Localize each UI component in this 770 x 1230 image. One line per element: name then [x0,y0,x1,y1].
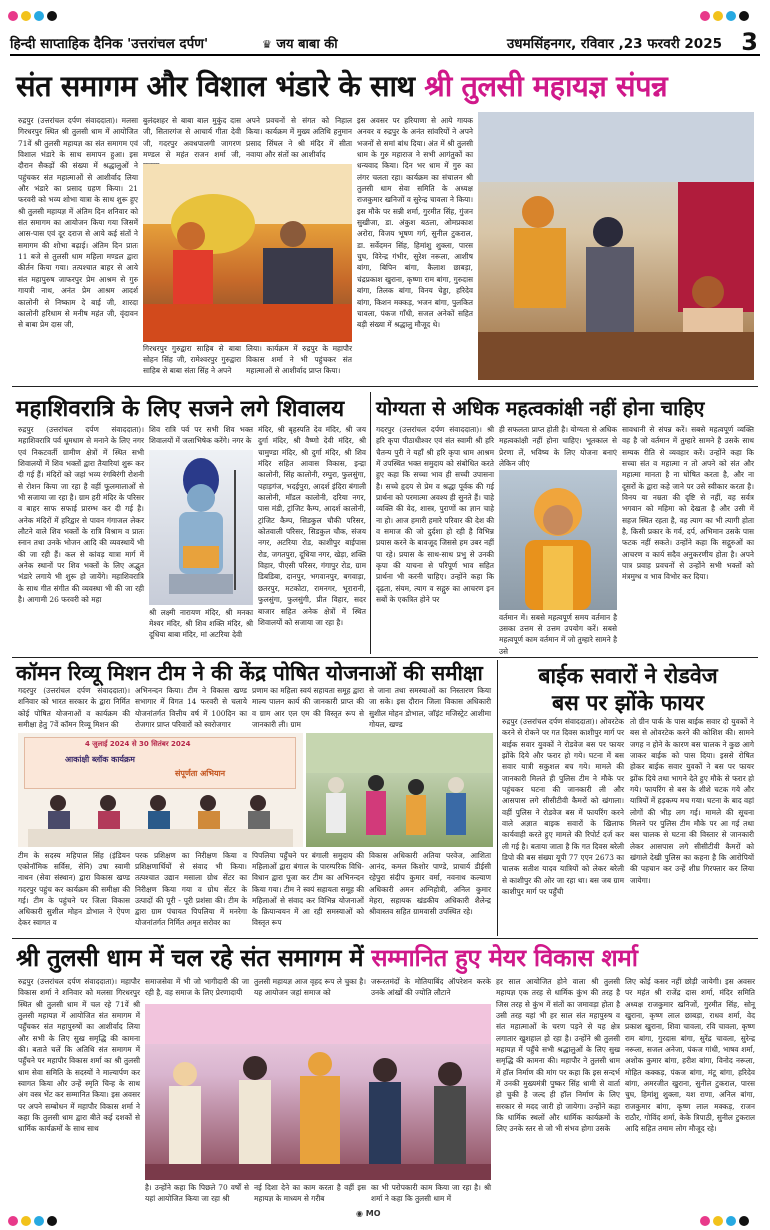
story6-col4-top: जरूरतमंदों के मोतियाबिंद ऑपरेशन करके उनके आंखों की ज्योति लौटाने [371,977,491,998]
story3-col1: गदरपुर (उत्तरांचल दर्पण संवाददाता)। श्री हरि कृपा पीठाधीश्वर एवं संत स्वामी श्री हरि चैतन्य पुरी ने यहाँ श्री हरि कृपा धाम आश्रम में उपस्थित भक्त समुदाय को संबोधित करते हुए कहा कि सच्चा भाव ही सच्ची उपासना है। सच्चे हृदय से प्रेम व श्रद्धा पूर्वक की गई प्रार्थना को परमात्मा अवश्य ही सुनते हैं। चाहे व्यक्ति की वेद, शास्त्र, पुराणों का ज्ञान चाहे ना हो। आज हमारी हमारे परिवार की देश की व समाज की जो दुर्दशा हो रही है विभिन्न प्रयास करने के बावजूद जिससे हम उबर नहीं पा रहे। प्रयास के साथ-साथ प्रभु से उनकी कृपा की याचना से परिपूर्ण भाव सहित प्रार्थना भी करनी चाहिए। उन्होंने कहा कि दृढ़ता, संयम, त्याग व सद्गुरु का आचरण इन सबों के एकत्रित होने पर [376,425,494,605]
story4-body3: पिपलिया पहुँचने पर बंगाली समुदाय की महिलाओं द्वारा बंगाल के पारम्परिक विधि-विधान द्वारा पूजा कर टीम का अभिनन्दन किया गया। टीम ने स्वयं सहायता समूह की महिलाओं से संवाद कर विभिन्न योजनाओं के क्रियान्वयन में आ रही समस्याओं को विस्तृत रूप [252,851,364,928]
story3-col2-top: ही सफलता प्राप्त होती है। योग्यता से अधिक महत्वकांक्षी नहीं होना चाहिए। भूतकाल से प्रेरणा लें, भविष्य के लिए योजना बनाएं लेकिन जीएं [499,425,617,469]
bottom-left-color-dots [8,1211,60,1230]
page-number: 3 [741,28,758,56]
story5-col2: तो ग्रीन पार्क के पास बाईक सवार दो युवकों ने बस से ओवरटेक करने की कोशिश की। सामने जगह न होने के कारण बस चालक ने कुछ आगे जाकर बाईक को पास दिया। इससे रोषित होकर बाईक सवार युवकों ने बस पर फायर झोंक दिये तथा भागने देते हुए मौके से फरार हो गये। फायरिंग से बस के शीशे चटक गये और यात्रियों में हड़कम्प मच गया। घटना के बाद वहां लोगों की भीड़ लग गई। मामले की सूचना मिलने पर पुलिस टीम मौके पर आ गई तथा बस चालक से घटना की विस्तार से जानकारी लेकर आसपास लगे सीसीटीवी कैमरों को खंगाले देखी पुलिस का कहना है कि आरोपियों की पहचान कर उन्हें शीघ्र गिरफ्तार कर लिया जायेगा। [630,717,754,885]
story4-body4: विकास अधिकारी अतिया परवेज, आशिता आनंद, कमल किशोर पाण्डे, प्राचार्य डीईसी रहेपुरा संदीप कुमार वर्मा, नवनाथ कल्याण अधिकारी अमन अग्निहोत्री, अनिल कुमार मेहरा, सहायक खंडकीय अधिकारी शैलेन्द्र श्रीवास्तव सहित ग्रामवासी उपस्थित रहे। [369,851,491,917]
story6-col1: रुद्रपुर (उत्तरांचल दर्पण संवाददाता)। महापौर विकास शर्मा ने शनिवार को मलसा गिरधरपुर स्थित श्री तुलसी धाम में चल रहे 71वें श्री तुलसी महायज्ञ में आयोजित संत समागम में पहुँचकर संत महापुरुषों का आशीर्वाद लिया और सभी के लिए सुख समृद्धि की कामना की। बताते चलें कि अतिथि संत समागम में पहुँचने पर महापौर विकास शर्मा का श्री तुलसी धाम सेवा समिति के सदस्यों ने माल्यार्पण कर स्वागत किया और उन्हें स्मृति चिन्ह के साथ अंग वस्त्र भेंट कर सम्मानित किया। इस अवसर पर अपने सम्बोधन में महापौर विकास शर्मा ने कहा कि तुलसी धाम द्वारा बीते कई दशकों से धार्मिक कार्यक्रमों के साथ साथ [18,977,140,1134]
story2-col3: मंदिर, श्री बृहस्पति देव मंदिर, श्री जय दुर्गा मंदिर, श्री वैष्णो देवी मंदिर, श्री चामुण्डा मंदिर, श्री दुर्गा मंदिर, श्री शिव मंदिर सहित आवास विकास, इन्द्रा कालोनी, सिंह कालोनी, रम्पुरा, फुलसुंगा, पहाड़गंज, भदईपुरा, आदर्श इंदिरा बंगाली कालोनी, मॉडल कालोनी, दरिया नगर, पास मंडी, ट्रांजिट कैम्प, आदर्श कालोनी, ट्रांजिट कैम्प, सिडकुल चौकी परिसर, कोतवाली परिसर, सिडकुल चौक, संजय नगर, अटरिया रोड, काशीपुर बाईपास रोड, जगतपुरा, दूधिया नगर, खेड़ा, शक्ति विहार, पीएसी परिसर, गंगापुर रोड, ग्राम डिबडिबा, दानपुर, भगवानपुर, बगवाड़ा, छतरपुर, मटकोटा, रामनगर, भूरारानी, फुलसुंगा, फुलसुंगी, प्रीत विहार, सदर बाजार सहित अनेक क्षेत्रों में स्थित शिवालयों को सजाया जा रहा है। [258,425,366,627]
story1-photo-satsang [143,164,352,342]
top-right-color-dots [700,6,752,25]
story2-photo-caption: श्री लक्ष्मी नारायण मंदिर, श्री मनका मेश्वर मंदिर, श्री शिव शक्ति मंदिर, श्री दूधिया बाबा मंदिर, मां अटरिया देवी [149,608,253,640]
deity-icon: ♛ [262,38,272,51]
story4-photo-meeting [18,733,303,847]
story3-col3: सावधानी से संपन्न करें। सबसे महत्वपूर्ण व्यक्ति वह है जो वर्तमान में तुम्हारे सामने है उसके साथ सम्यक रीति से व्यवहार करें। उन्होंने कहा कि सच्चा संत व महात्मा न तो अपने को संत और महात्मा मानता है ना घोषित करता है, और ना दूसरों के द्वारा कहे जाने पर उसे स्वीकार करता है। विनय या नम्रता की दृष्टि से नहीं, वह सर्वत्र भगवान को महिमा को देखता है और उसी में सहज स्थित रहता है, वह त्याग का भी त्यागी होता है, किसी प्रकार के गर्व, दर्प, अभिमान उसके पास फटक नहीं सकते। उन्होंने कहा कि सद्गुरुओं का आचरण व कार्य सदैव अनुकरणीय होता है। अपने पात्र प्रवाह प्रवचनों से उन्होंने सभी भक्तों को मंत्रमुग्ध व भाव विभोर कर दिया। [622,425,754,582]
story4-headline: कॉमन रिव्यू मिशन टीम ने की केंद्र पोषित योजनाओं की समीक्षा [16,661,483,685]
footer-mark-icon: ◉ [356,1209,363,1218]
story6-caption-2: नई दिशा देने का काम करता है वहीं इस महायज्ञ के माध्यम से गरीब [254,1183,366,1204]
masthead-slogan: ♛ जय बाबा की [262,37,338,52]
story6-caption-3: का भी परोपकारी काम किया जा रहा है। श्री शर्मा ने कहा कि तुलसी धाम में [371,1183,491,1204]
story5-headline-line2: बस पर झोंके फायर [551,691,704,716]
divider [12,938,758,939]
story2-col1: रुद्रपुर (उत्तरांचल दर्पण संवाददाता)। महाशिवरात्रि पर्व धूमधाम से मनाने के लिए नगर एवं निकटवर्ती ग्रामीण क्षेत्रों में स्थित सभी शिवालयों में शिव भक्तों द्वारा तैयारियां शुरू कर दी गई हैं। मंदिरों को जहां भव्य रंगबिरंगी रोशनी से रोशन किया जा रहा है वहीं फूलमालाओं से भी सजाया जा रहा है। ग्राम हरी मंदिर के परिसर व बाहर साफ सफाई प्रारम्भ कर दी गई है। अनेक मंदिरों में हरिद्वार से पावन गंगाजल लेकर लौटने वाले शिव भक्तों के रात्रि विश्राम व प्रातः स्नान तथा उनके भोजन आदि की व्यवस्थायें भी की जा रही हैं। कल से कांवड़ यात्रा मार्ग में अनेक स्थानों पर शिव भक्तों के लिए अद्भुत भंडारे लगाये भी शुरू हो जायेंगे। महाशिवरात्रि के साथ गीत संगीत की व्यवस्था भी की जा रही है। आगामी 26 फरवरी को महा [18,425,144,605]
story5-col1: रुद्रपुर (उत्तरांचल दर्पण संवाददाता)। ओवरटेक करने से रोकने पर गत दिवस काशीपुर मार्ग पर बाईक सवार युवकों ने रोडवेज बस पर फायर झोंके दिये और फरार हो गये। घटना में बस सवार यात्री सकुशल बच गये। मामले की जानकारी मिलते ही पुलिस टीम ने मौके पर पहुंचकर घटना की जानकारी ली और आसपास लगे सीसीटीवी कैमरों को खंगाला। वहीं पुलिस ने रोडवेज बस में फायरिंग करने वाले अज्ञात बाइक सवारों के खिलाफ कार्यवाही करते हुए मामले की रिपोर्ट दर्ज कर ली गई है। बताया जाता है कि गत दिवस बरेली डिपो की बस संख्या यूपी 77 एएन 2673 का चालक सतीश यादव यात्रियों को लेकर बरेली से काशीपुर की ओर जा रहा था। बस जब ग्राम काशीपुर मार्ग पर पहुँची [502,717,624,897]
newspaper-name: हिन्दी साप्ताहिक दैनिक 'उत्तरांचल दर्पण' [10,36,209,52]
story4-col3: प्रणाम का महिला स्वयं सहायता समूह द्वारा माल्य पालन कार्य की जानकारी प्राप्त की व ग्राम आर एल एम की विस्तृत रूप से जानकारी ली। ग्राम [252,686,364,730]
banner-title: आकांक्षी ब्लॉक कार्यक्रम [65,755,135,764]
story4-body1: टीम के सदस्य महिपाल सिंह (इंडियन एकोनॉमिक सर्विस, सेनि) उषा स्वामी नाथन (सेवा संस्थान) द्वारा विकास खण्ड गदरपुर पहुंच कर कार्यक्रम की समीक्षा की गई। टीम के पहुंचने पर जिला विकास अधिकारी सुशील मोहन डोभाल ने ऐपण देकर स्वागत व [18,851,130,928]
footer-logo: ◉ MO [356,1209,381,1218]
story1-photo-caption-right: लिया। कार्यक्रम में रुद्रपुर के महापौर विकास शर्मा ने भी पहुंचकर संत महात्माओं से आशीर्वाद प्राप्त किया। [246,344,352,376]
story5-headline-line1: बाईक सवारों ने रोडवेज [538,664,718,689]
masthead-dateline: उधमसिंहनगर, रविवार ,23 फरवरी 2025 [506,36,722,52]
story2-col2-top: शिव रात्रि पर्व पर सभी शिव भक्त शिवालयों में जलाभिषेक करेंगे। नगर के [149,425,253,446]
story1-photo-crowd [478,112,754,380]
column-divider [497,660,498,936]
top-left-color-dots [8,6,60,25]
story6-col3-top: तुलसी महायज्ञ आज वृहद रूप ले चुका है। यह आयोजन जहां समाज को [254,977,366,998]
story3-photo-saint [499,470,617,610]
story6-photo-felicitation [145,1004,491,1180]
divider [12,657,758,658]
story3-photo-caption: वर्तमान में। सबसे महत्वपूर्ण समय वर्तमान है उसका उत्तम से उत्तम उपयोग करें। सबसे महत्वपूर्ण काम वर्तमान में जो तुम्हारे सामने है उसे [499,613,617,656]
story4-photo-village [306,733,493,847]
banner-date: 4 जुलाई 2024 से 30 सितंबर 2024 [85,740,191,748]
story4-body2: परक प्रशिक्षण का निरीक्षण किया व प्रशिक्षणार्थियों से संवाद भी किया। तत्पश्चात उद्यान मसाला ग्रोथ सेंटर का निरीक्षण किया गया व ग्रोथ सेंटर के उत्पादों की पूरी - पूरी प्रशंसा की। टीम के द्वारा ग्राम पंचायत पिपलिया में मनरेगा योजनांतर्गत निर्मित अमृत सरोवर का [135,851,247,928]
story6-col2-top: समाजसेवा में भी जो भागीदारी की जा रही है, वह समाज के लिए प्रेरणादायी [145,977,249,998]
story4-col4: से जाना तथा समस्याओं का निस्तारण किया जा सके। इस दौरान जिला विकास अधिकारी सुशील मोहन डोभाल, जॉइंट मजिस्ट्रेट आशीमा गोयल, खण्ड [369,686,491,730]
story2-headline: महाशिवरात्रि के लिए सजने लगे शिवालय [16,396,345,422]
story6-col5: हर साल आयोजित होने वाला श्री तुलसी महायज्ञ एक तरह से धार्मिक कुंभ की तरह है जिस तरह से कुंभ में संतों का जमावड़ा होता है उसी तरह यहां भी हर साल संत महापुरुष व संत महात्माओं के चरण पड़ने से यह क्षेत्र लगातार खुशहाल हो रहा है। उन्होंने श्री तुलसी महायज्ञ में पहुँचे सभी श्रद्धालुओं के लिए सुख समृद्धि की कामना की। महापौर ने तुलसी धाम में हॉल निर्माण की मांग पर कहा कि इस सन्दर्भ में उनकी मुख्यमंत्री पुष्कर सिंह धामी से वार्ता हो चुकी है जल्द ही हॉल निर्माण के लिए सरकार से मदद जारी हो जायेगा। उन्होंने कहा कि धार्मिक स्थलों और धार्मिक कार्यक्रमों के लिए उनके स्तर से जो भी संभव होगा उसके [496,977,620,1134]
bottom-right-color-dots [700,1211,752,1230]
story6-headline: श्री तुलसी धाम में चल रहे संत समागम में सम्मानित हुए मेयर विकास शर्मा [16,943,638,972]
masthead [10,30,760,56]
banner-subtitle: संपूर्णता अभियान [175,769,226,778]
story1-photo-caption-left: गिरधरपुर गुरुद्वारा साहिब से बाबा सोहन सिंह जी, रामेश्वरपुर गुरुद्वारा साहिब से बाबा संता सिंह ने अपने [143,344,241,376]
story1-col1: रुद्रपुर (उत्तरांचल दर्पण संवाददाता)। मलसा गिरधरपुर स्थित श्री तुलसी धाम में आयोजित 71वें श्री तुलसी महायज्ञ का संत समागम एवं विशाल भंडारे के साथ समापन हुआ। इस दौरान सैकड़ों की संख्या में श्रद्धालुओं ने पहुंचकर संत महात्माओं से आशीर्वाद लिया और भंडारे का प्रसाद ग्रहण किया। 21 फरवरी को भव्य शोभा यात्रा के साथ शुरू हुए श्री तुलसी महायज्ञ में अंतिम दिन शनिवार को संत समागम का आयोजन किया गया जिसमें आस-पास एवं दूर दराज से आये कई संतों ने समागम की शोभा बढ़ाई। अंतिम दिन प्रातः 11 बजे से तुलसी धाम महिला मण्डल द्वारा कीर्तन किया गया। तत्पश्चात बाहर से आये संत महापुरुष जाफरपुर प्रेम आश्रम से गुरु गायत्री नाथ, अनंत प्रेम आश्रम आदर्श कालोनी से निष्काम दे बाई जी, शारदा कालोनी हरिधाम से मनीष महंत जी, वृंदावन से बाबा प्रेम दास जी, [18,116,138,330]
story2-photo-shiva [149,450,253,605]
divider [12,386,758,387]
story6-caption-1: है। उन्होंने कहा कि पिछले 70 वर्षों से यहां आयोजित किया जा रहा श्री [145,1183,249,1204]
story6-col6: लिए कोई कसर नहीं छोड़ी जायेगी। इस अवसर पर महंत श्री राजेंद्र दास शर्मा, मंदिर समिति अध्यक्ष राजकुमार खनिजों, गुरमीत सिंह, सोनू खुराना, कृष्ण लाल छाबड़ा, राधव शर्मा, वेद प्रकाश खुराना, शिवा चावला, रवि चावला, कृष्ण राम बांगा, गुरदास बांगा, सुरेंद्र चावला, सुरेन्द्र नरूला, सजल अनेजा, पंकज गांधी, भाषव शर्मा, अशोक कुमार बांगा, हरीश बांगा, विनोद नरूला, मोहित कक्कड़, पंकज बांगा, मंटू बांगा, हरिदेव बांगा, अमरजीत खुराना, सुनील टुकराल, पारस चुघ, हिमांशु शुक्ला, यश राणा, अनिल बांगा, राजकुमार बांगा, कृष्ण लाल मक्कड़, राजन राठौर, गोविंद शर्मा, केके त्रिपाठी, सुनील टुकराल आदि सहित तमाम लोग मौजूद रहे। [625,977,755,1134]
column-divider [370,392,371,654]
story1-col4: इस अवसर पर हरियाणा से आये गायक अनवर व रुद्रपुर के अनंत सांवरियों ने अपने भजनों से समां बांध दिया। अंत में श्री तुलसी धाम के गुरु महाराज ने सभी आगंतुकों का धन्यवाद किया। दिन भर धाम में गुरु का लंगर चलता रहा। कार्यक्रम का संचालन श्री तुलसी धाम सेवा समिति के अध्यक्ष राजकुमार खनिजों व सुरेन्द्र चावला ने किया। इस मौके पर सन्नी शर्मा, गुरमीत सिंह, गुंजन सुखीजा, डा. अंकुश बठला, ओमप्रकाश अरोरा, विजय भूषण गर्ग, सुनील टुकराल, डा. सर्वेदमन सिंह, हिमांशु शुक्ला, पारस चुघ, विरेन्द्र गंभीर, सुरेश नरूला, आशीष बांगा, बिपिन बांगा, कैलाश छाबड़ा, चंद्रप्रकाश खुराना, कृष्णा राम बांगा, गुरुदास बांगा, तिलक बांगा, विनय चेड्डा, हरिदेव बांगा, किशन मक्कड़, भजन बांगा, पुलकित चावला, पंकज गाँधी, सजल अनेकों सहित बड़ी संख्या में श्रद्धालु मौजूद थे। [357,116,473,330]
story1-headline: संत समागम और विशाल भंडारे के साथ श्री तुलसी महायज्ञ संपन्न [16,69,668,103]
story4-col2: अभिनन्दन किया। टीम ने विकास खण्ड सभागार में विगत 14 फरवरी से चलाये योजनांतर्गत वित्तीय वर्ष में 100दिन का रोजगार प्राप्त परिवारों को स्वरोजगार [135,686,247,730]
story1-col2: बुलंदशहर से बाबा बाल मुकुंद दास जी, सितारगंज से आचार्य गीता देवी जी, गदरपुर अवधपालगी जागरण मण्डल से महंत राजन शर्मा जी, [143,116,241,160]
story1-col3: अपने प्रवचनों से संगत को निहाल किया। कार्यक्रम में मुख्य अतिथि हनुमान प्रसाद सिंघल ने श्री मंदिर में सीता नवाया और संतों का आशीर्वाद [246,116,352,160]
story4-col1: गदरपुर (उत्तरांचल दर्पण संवाददाता)। शनिवार को भारत सरकार के द्वारा निर्मित कोई पोषित योजनाओं व कार्यक्रम की समीक्षा हेतु 7वें कॉमन रिव्यू मिशन की [18,686,130,730]
story3-headline: योग्यता से अधिक महत्वकांक्षी नहीं होना चाहिए [376,397,705,420]
